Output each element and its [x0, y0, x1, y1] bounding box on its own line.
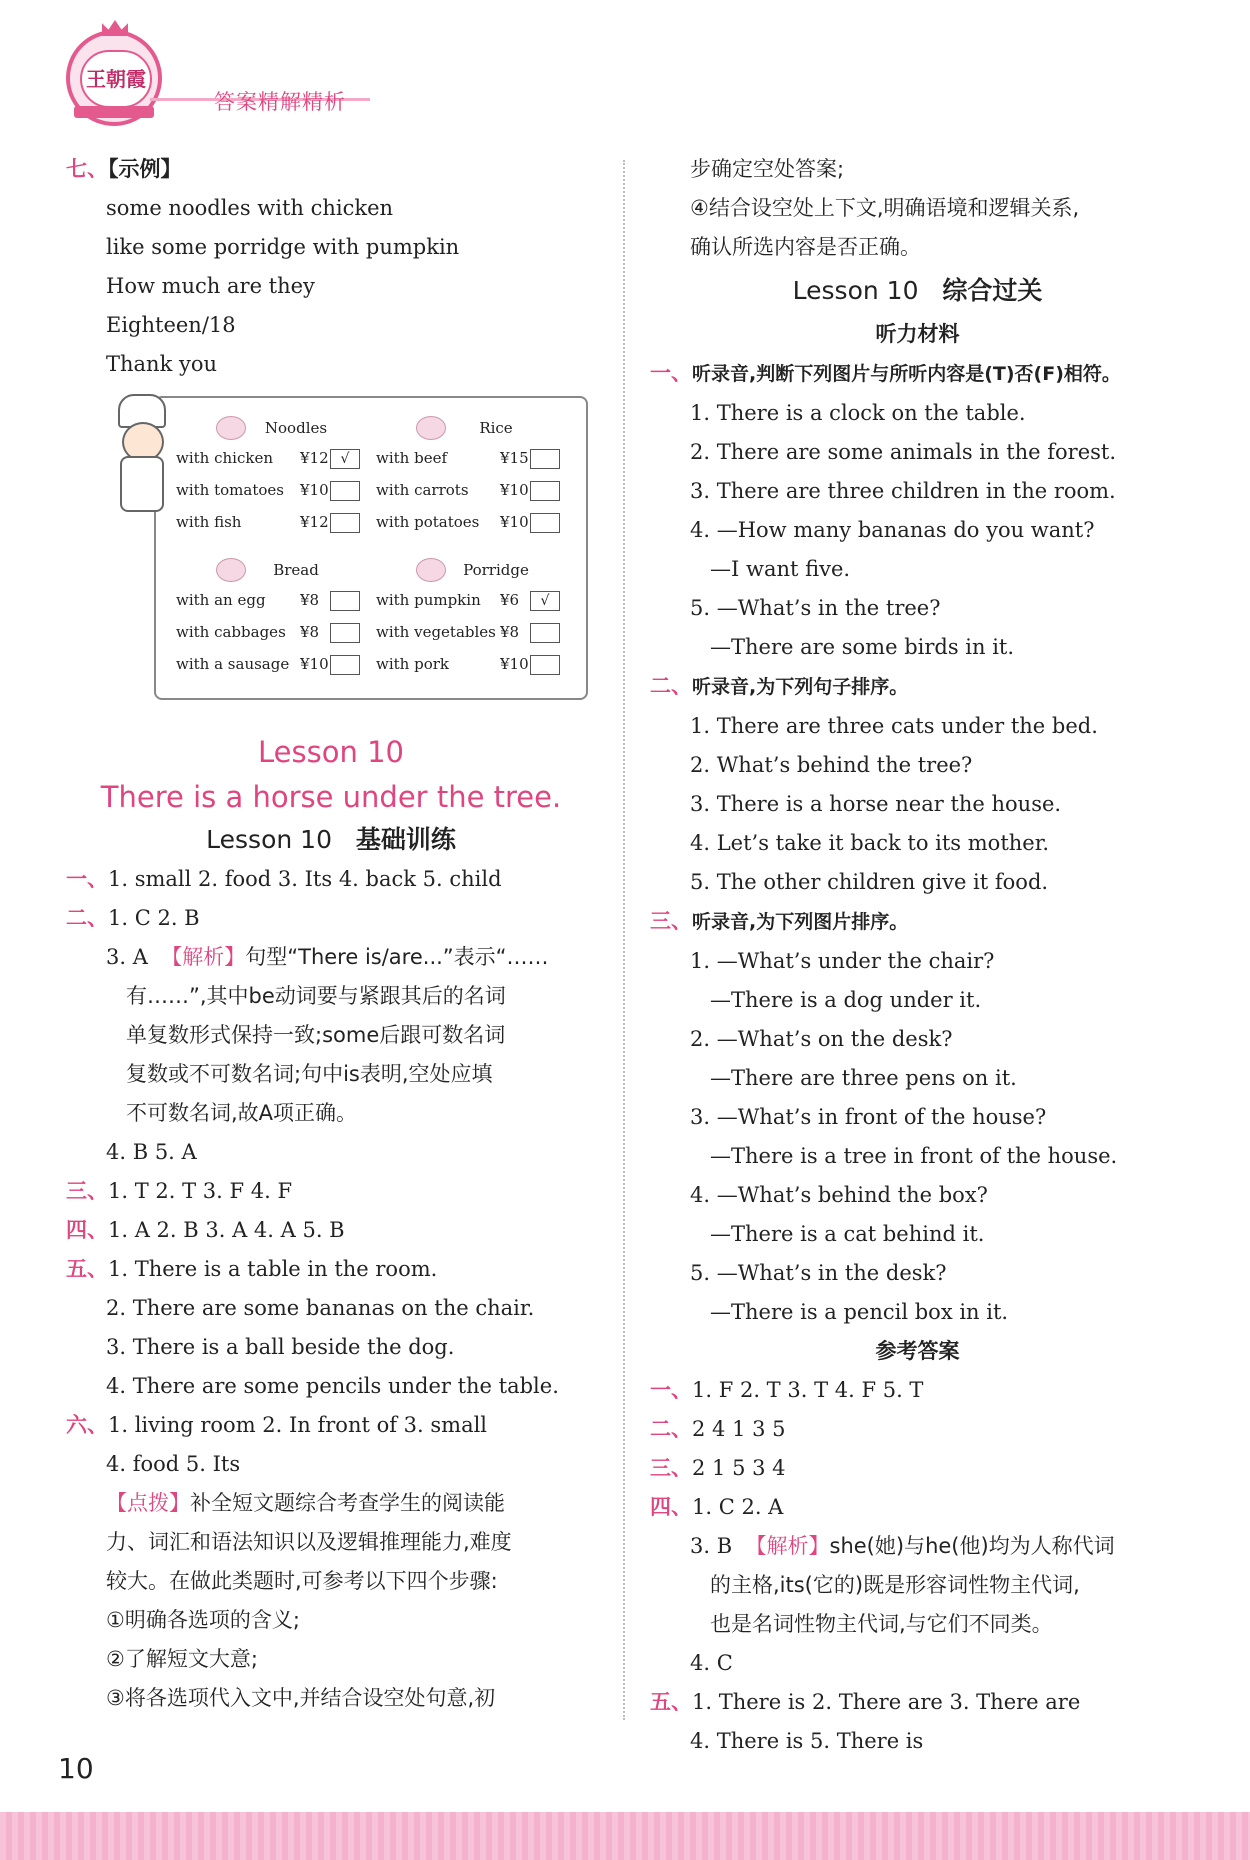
listening-title: 听力材料 — [875, 322, 960, 346]
script-line: —I want five. — [710, 557, 851, 581]
answer-label: 三、 — [66, 1179, 108, 1203]
answer-label: 一、 — [650, 1378, 692, 1402]
answer-text: 1. F 2. T 3. T 4. F 5. T — [692, 1378, 924, 1402]
answer-text: 2. There are some bananas on the chair. — [106, 1296, 535, 1320]
page-number: 10 — [58, 1752, 94, 1785]
script-line: —There are some birds in it. — [710, 635, 1015, 659]
menu-group-bread — [176, 556, 376, 680]
page-header — [0, 0, 1250, 140]
tip-text: ①明确各选项的含义; — [106, 1608, 300, 1632]
answer-text: 2 4 1 3 5 — [692, 1417, 786, 1441]
tip-tag: 【点拨】 — [106, 1491, 190, 1515]
script-line: 3. There is a horse near the house. — [690, 792, 1062, 816]
header-title: 答案精解精析 — [214, 90, 346, 114]
menu-item: with an egg ¥8 — [176, 584, 376, 616]
tip-text: ②了解短文大意; — [106, 1647, 258, 1671]
menu-group-rice — [376, 414, 576, 538]
answer-key-title: 参考答案 — [875, 1339, 960, 1363]
menu-item: with pork ¥10 — [376, 648, 576, 680]
answer-text: 1. There is 2. There are 3. There are — [692, 1690, 1081, 1714]
tip-text: 确认所选内容是否正确。 — [690, 235, 921, 259]
checkbox — [330, 591, 360, 611]
chef-illustration-icon — [112, 394, 170, 512]
tip-text: 补全短文题综合考查学生的阅读能 — [190, 1491, 505, 1515]
answer-label: 一、 — [66, 867, 108, 891]
column-divider — [623, 160, 625, 1720]
answer-text: 4. C — [690, 1651, 733, 1675]
menu-item: with tomatoes ¥10 — [176, 474, 376, 506]
checkbox — [330, 481, 360, 501]
answer-text: 1. T 2. T 3. F 4. F — [108, 1179, 293, 1203]
checkbox — [530, 481, 560, 501]
script-line: 5. —What’s in the desk? — [690, 1261, 947, 1285]
script-line: 4. —How many bananas do you want? — [690, 518, 1095, 542]
checkbox — [530, 623, 560, 643]
answer-text: 1. living room 2. In front of 3. small — [108, 1413, 488, 1437]
noodle-bowl-icon — [216, 416, 246, 440]
script-line: 1. There is a clock on the table. — [690, 401, 1026, 425]
answer-label: 四、 — [650, 1495, 692, 1519]
q7-line: How much are they — [106, 274, 315, 298]
rice-bowl-icon — [416, 416, 446, 440]
question-label: 三、 — [650, 909, 692, 933]
tip-text: ③将各选项代入文中,并结合设空处句意,初 — [106, 1686, 496, 1710]
answer-label: 二、 — [66, 906, 108, 930]
answer-label: 三、 — [650, 1456, 692, 1480]
question-title: 听录音,为下列句子排序。 — [692, 676, 909, 698]
script-line: 3. There are three children in the room. — [690, 479, 1116, 503]
menu-item: with fish ¥12 — [176, 506, 376, 538]
menu-item: with vegetables ¥8 — [376, 616, 576, 648]
bread-icon — [216, 558, 246, 582]
menu-item: with potatoes ¥10 — [376, 506, 576, 538]
menu-group-title: Porridge — [463, 561, 529, 579]
menu-group-title: Bread — [273, 561, 319, 579]
menu-item: with a sausage ¥10 — [176, 648, 376, 680]
answer-label: 五、 — [66, 1257, 108, 1281]
left-column — [66, 150, 596, 1718]
logo-text: 王朝霞 — [80, 50, 152, 108]
script-line: 2. —What’s on the desk? — [690, 1027, 953, 1051]
checkbox — [330, 655, 360, 675]
script-line: 1. —What’s under the chair? — [690, 949, 995, 973]
answer-label: 六、 — [66, 1413, 108, 1437]
menu-item: with carrots ¥10 — [376, 474, 576, 506]
checkbox: √ — [530, 591, 560, 611]
q7-line: Thank you — [106, 352, 218, 376]
q7-tag: 【示例】 — [108, 157, 182, 181]
section-title: Lesson 10 综合过关 — [792, 276, 1043, 305]
checkbox — [530, 449, 560, 469]
menu-item: with pumpkin ¥6 √ — [376, 584, 576, 616]
right-column — [650, 150, 1185, 1761]
answer-text: 1. C 2. A — [692, 1495, 784, 1519]
question-label: 一、 — [650, 361, 692, 385]
answer-text: 3. There is a ball beside the dog. — [106, 1335, 455, 1359]
script-line: 5. —What’s in the tree? — [690, 596, 941, 620]
answer-text: 1. A 2. B 3. A 4. A 5. B — [108, 1218, 345, 1242]
checkbox — [330, 513, 360, 533]
answer-label: 五、 — [650, 1690, 692, 1714]
q7-line: like some porridge with pumpkin — [106, 235, 460, 259]
script-line: —There is a tree in front of the house. — [710, 1144, 1118, 1168]
checkbox — [530, 513, 560, 533]
q7-line: some noodles with chicken — [106, 196, 394, 220]
analysis-text: 的主格,its(它的)既是形容词性物主代词, — [710, 1573, 1080, 1597]
menu-group-porridge — [376, 556, 576, 680]
tip-text: 力、词汇和语法知识以及逻辑推理能力,难度 — [106, 1530, 512, 1554]
answer-text: 1. C 2. B — [108, 906, 200, 930]
answer-label: 二、 — [650, 1417, 692, 1441]
tip-text: 步确定空处答案; — [690, 157, 845, 181]
q7-line: Eighteen/18 — [106, 313, 236, 337]
analysis-tag: 【解析】 — [161, 945, 246, 969]
script-line: —There is a cat behind it. — [710, 1222, 985, 1246]
section-title: Lesson 10 基础训练 — [206, 825, 456, 854]
analysis-text: 有……”,其中be动词要与紧跟其后的名词 — [126, 984, 506, 1008]
menu-group-title: Noodles — [264, 419, 328, 437]
question-label: 二、 — [650, 674, 692, 698]
answer-text: 4. food 5. Its — [106, 1452, 241, 1476]
script-line: 4. —What’s behind the box? — [690, 1183, 988, 1207]
answer-text: 3. B — [690, 1534, 733, 1558]
script-line: 4. Let’s take it back to its mother. — [690, 831, 1050, 855]
menu-item: with chicken ¥12 √ — [176, 442, 376, 474]
answer-text: 4. There are some pencils under the table. — [106, 1374, 559, 1398]
menu-group-noodles — [176, 414, 376, 538]
answer-text: 2 1 5 3 4 — [692, 1456, 786, 1480]
menu-item: with cabbages ¥8 — [176, 616, 376, 648]
footer-band — [0, 1812, 1250, 1860]
analysis-text: 也是名词性物主代词,与它们不同类。 — [710, 1612, 1053, 1636]
tip-text: ④结合设空处上下文,明确语境和逻辑关系, — [690, 196, 1080, 220]
analysis-tag: 【解析】 — [745, 1534, 830, 1558]
menu-item: with beef ¥15 — [376, 442, 576, 474]
tip-text: 较大。在做此类题时,可参考以下四个步骤: — [106, 1569, 498, 1593]
script-line: 2. What’s behind the tree? — [690, 753, 973, 777]
lesson-title: Lesson 10 — [258, 735, 404, 769]
answer-text: 1. small 2. food 3. Its 4. back 5. child — [108, 867, 502, 891]
menu-card — [154, 396, 588, 700]
answer-text: 4. B 5. A — [106, 1140, 197, 1164]
question-title: 听录音,判断下列图片与所听内容是(T)否(F)相符。 — [692, 363, 1121, 385]
analysis-text: 复数或不可数名词;句中is表明,空处应填 — [126, 1062, 493, 1086]
analysis-text: 单复数形式保持一致;some后跟可数名词 — [126, 1023, 506, 1047]
script-line: 3. —What’s in front of the house? — [690, 1105, 1047, 1129]
answer-text: 3. A — [106, 945, 148, 969]
analysis-text: 不可数名词,故A项正确。 — [126, 1101, 358, 1125]
answer-text: 4. There is 5. There is — [690, 1729, 924, 1753]
answer-label: 四、 — [66, 1218, 108, 1242]
checkbox — [530, 655, 560, 675]
brand-logo — [66, 30, 162, 126]
q7-label: 七、 — [66, 157, 108, 181]
question-title: 听录音,为下列图片排序。 — [692, 911, 909, 933]
checkbox: √ — [330, 449, 360, 469]
script-line: —There is a dog under it. — [710, 988, 982, 1012]
script-line: —There is a pencil box in it. — [710, 1300, 1009, 1324]
script-line: —There are three pens on it. — [710, 1066, 1017, 1090]
porridge-bowl-icon — [416, 558, 446, 582]
script-line: 1. There are three cats under the bed. — [690, 714, 1098, 738]
script-line: 2. There are some animals in the forest. — [690, 440, 1117, 464]
answer-text: 1. There is a table in the room. — [108, 1257, 438, 1281]
checkbox — [330, 623, 360, 643]
analysis-text: 句型“There is/are...”表示“…… — [245, 945, 549, 969]
crown-icon — [102, 20, 128, 36]
lesson-subtitle: There is a horse under the tree. — [100, 780, 562, 814]
menu-group-title: Rice — [479, 419, 513, 437]
ribbon-decoration — [74, 106, 154, 118]
analysis-text: she(她)与he(他)均为人称代词 — [829, 1534, 1115, 1558]
script-line: 5. The other children give it food. — [690, 870, 1049, 894]
